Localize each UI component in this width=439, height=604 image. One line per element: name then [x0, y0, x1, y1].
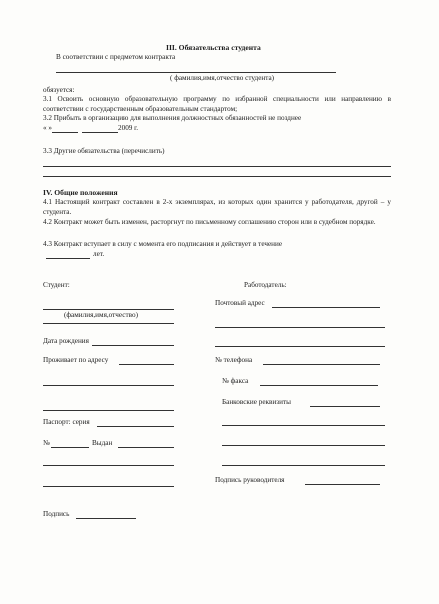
student-name-line-2	[43, 323, 174, 324]
bank-details-label: Банковские реквизиты	[222, 398, 291, 406]
obligation-3-2: 3.2 Прибыть в организацию для выполнения должностных обязанностей не позднее	[43, 114, 302, 122]
phone-label: № телефона	[215, 356, 253, 364]
obligated-text: обязуется:	[43, 86, 75, 94]
arrival-date-day-line	[52, 132, 78, 133]
student-name-line	[43, 309, 174, 310]
birth-date-line	[92, 345, 174, 346]
student-fio-line	[56, 72, 336, 73]
head-signature-line	[305, 484, 380, 485]
arrival-date-quotes: « »	[43, 124, 52, 132]
employer-heading: Работодатель:	[244, 281, 287, 289]
obligation-3-3: 3.3 Другие обязательства (перечислить)	[43, 147, 165, 155]
provision-4-1: 4.1 Настоящий контракт составлен в 2-х экземплярах, из которых один хранится у работодателя, другой – у студента.	[43, 198, 391, 216]
other-obligations-line-2	[43, 176, 391, 177]
passport-issued-line-3	[43, 486, 174, 487]
phone-line	[263, 364, 380, 365]
bank-details-line-3	[222, 445, 385, 446]
postal-address-line-3	[215, 346, 385, 347]
bank-details-line-4	[222, 465, 385, 466]
student-signature-label: Подпись	[43, 510, 70, 518]
bank-details-line	[310, 406, 380, 407]
address-label: Проживает по адресу	[43, 356, 109, 364]
head-signature-label: Подпись руководителя	[215, 476, 285, 484]
provision-4-3: 4.3 Контракт вступает в силу с момента его подписания и действует в течение	[43, 240, 283, 248]
address-line-1	[119, 364, 174, 365]
passport-number-line	[51, 447, 89, 448]
passport-number-label: №	[43, 439, 50, 447]
other-obligations-line-1	[43, 166, 391, 167]
fax-label: № факса	[222, 377, 249, 385]
birth-date-label: Дата рождения	[43, 337, 89, 345]
student-heading: Студент:	[43, 281, 70, 289]
student-fio-caption: (фамилия,имя,отчество)	[64, 311, 138, 319]
section-4-title: IV. Общие положения	[43, 188, 118, 197]
postal-address-label: Почтовый адрес	[215, 299, 265, 307]
arrival-year: 2009 г.	[118, 124, 139, 132]
postal-address-line	[272, 307, 380, 308]
passport-label: Паспорт: серия	[43, 418, 90, 426]
section-3-intro: В соответствии с предметом контракта	[56, 53, 176, 61]
contract-years-line	[46, 258, 90, 259]
postal-address-line-2	[215, 327, 385, 328]
arrival-date-month-line	[82, 132, 118, 133]
passport-issued-label: Выдан	[92, 439, 113, 447]
bank-details-line-2	[222, 425, 385, 426]
student-fio-hint: ( фамилия,имя,отчество студента)	[170, 74, 275, 82]
address-line-3	[43, 410, 174, 411]
address-line-2	[43, 385, 174, 386]
passport-issued-line-2	[43, 465, 174, 466]
passport-issued-line	[118, 447, 174, 448]
fax-line	[260, 385, 378, 386]
provision-4-3-years: лет.	[93, 250, 105, 258]
section-3-title: III. Обязательства студента	[166, 43, 261, 52]
obligation-3-1: 3.1 Освоить основную образовательную программу по избранной специальности или направлению в соответствии с государственным образовательным стандартом;	[43, 95, 391, 113]
student-signature-line	[76, 518, 136, 519]
passport-series-line	[97, 426, 174, 427]
provision-4-2: 4.2 Контракт может быть изменен, расторгнут по письменному соглашению сторон или в судебном порядке.	[43, 218, 376, 226]
